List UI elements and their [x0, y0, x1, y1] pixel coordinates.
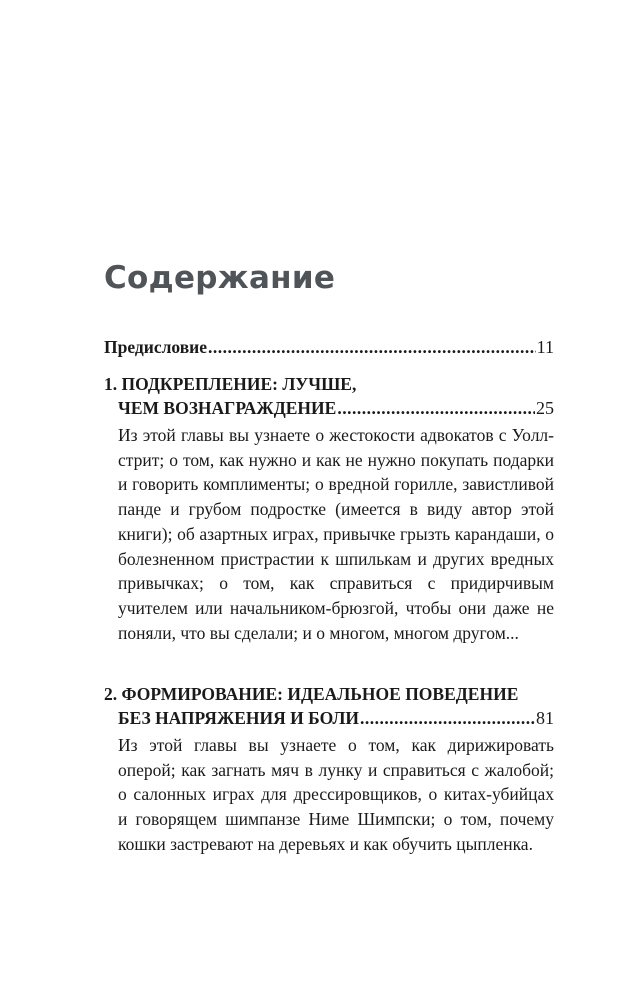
page-number: 11: [536, 337, 554, 357]
toc-line: [104, 706, 554, 730]
toc-line: [104, 682, 554, 706]
toc-entry-chapter-2[interactable]: [104, 682, 554, 857]
dot-leader: [208, 335, 536, 359]
entry-title: 2. ФОРМИРОВАНИЕ: ИДЕАЛЬНОЕ ПОВЕДЕНИЕ: [104, 684, 519, 704]
toc-entry-chapter-1[interactable]: [104, 372, 554, 645]
dot-leader: [337, 396, 535, 420]
entry-title: 1. ПОДКРЕПЛЕНИЕ: ЛУЧШЕ,: [104, 374, 357, 394]
toc-line: [104, 372, 554, 396]
page-title: Содержание: [104, 260, 336, 296]
dot-leader: [360, 706, 535, 730]
toc-entry-preface[interactable]: [104, 335, 554, 359]
entry-title: Предисловие: [104, 337, 208, 357]
page-number: 81: [536, 708, 554, 728]
page-number: 25: [536, 398, 554, 418]
toc-line: [104, 335, 554, 359]
entry-title-continued: БЕЗ НАПРЯЖЕНИЯ И БОЛИ: [118, 708, 359, 728]
chapter-description: Из этой главы вы узнаете о том, как дирижировать оперой; как загнать мяч в лунку и справиться с жалобой; о салонных играх для дрессировщиков, о китах-убийцах и говорящем шимпанзе Ниме Шимпски; о том, почему кошки застревают на деревьях и как обучить цыпленка.: [118, 735, 554, 854]
chapter-description: Из этой главы вы узнаете о жестокости адвокатов с Уолл-стрит; о том, как нужно и как не нужно покупать подарки и говорить комплименты; о вредной горилле, завистливой панде и грубом подростке (имеется в виду автор этой книги); об азартных играх, привычке грызть карандаши, о болезненном пристрастии к шпилькам и других вредных привычках; о том, как справиться с придирчивым учителем или начальником-брюзгой, чтобы они даже не поняли, что вы сделали; и о многом, многом другом...: [118, 425, 554, 643]
toc-line: [104, 396, 554, 420]
entry-title-continued: ЧЕМ ВОЗНАГРАЖДЕНИЕ: [118, 398, 337, 418]
